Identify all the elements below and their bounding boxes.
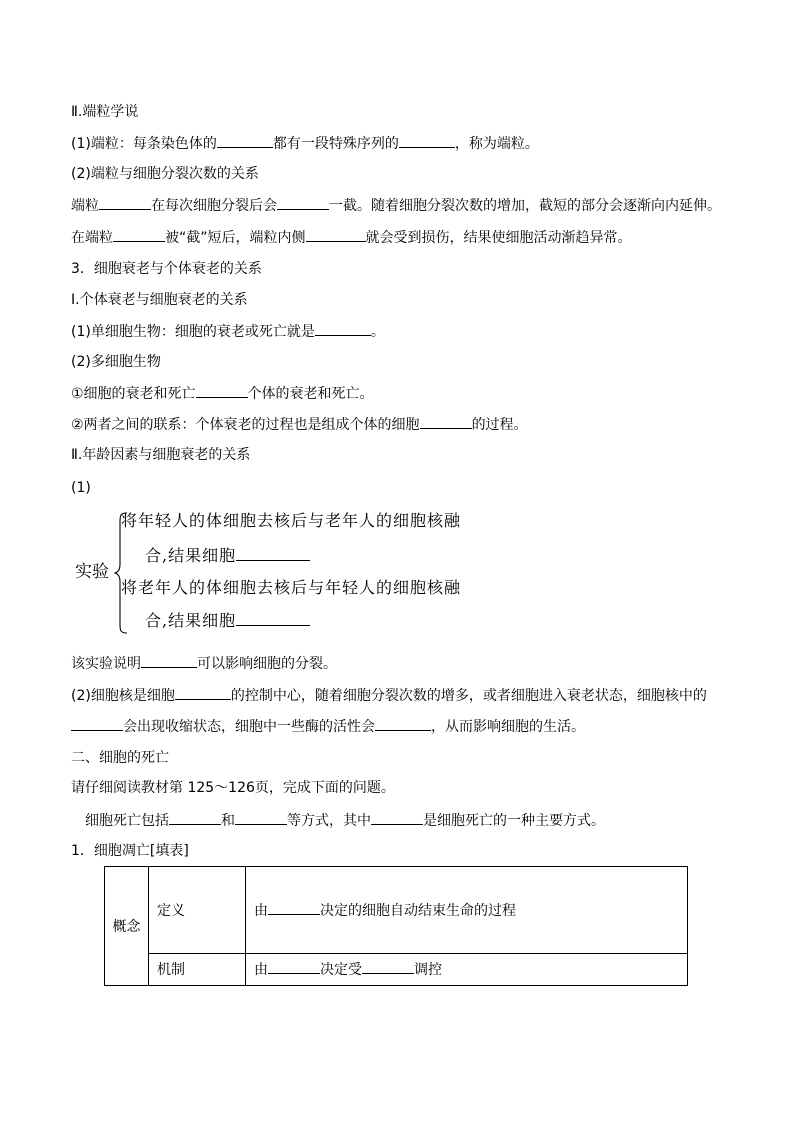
telomere-division-line2: 在端粒 被“截”短后，端粒内侧 就会受到损伤，结果使细胞活动渐趋异常。 xyxy=(71,227,632,248)
fill-blank[interactable] xyxy=(268,900,320,915)
fill-blank[interactable] xyxy=(236,609,310,626)
experiment-line1: 将年轻人的体细胞去核后与老年人的细胞核融 xyxy=(121,511,462,530)
row-label-definition: 定义 xyxy=(149,867,246,954)
multicellular-line2: ②两者之间的联系：个体衰老的过程也是组成个体的细胞 的过程。 xyxy=(71,414,528,435)
section3-sub2: Ⅱ.年龄因素与细胞衰老的关系 xyxy=(71,447,251,463)
experiment-block xyxy=(71,508,531,636)
experiment-line2: 合,结果细胞 xyxy=(145,544,310,567)
nucleus-line2: 会出现收缩状态，细胞中一些酶的活性会 ，从而影响细胞的生活。 xyxy=(71,716,585,737)
fill-blank[interactable] xyxy=(141,653,197,668)
conclusion-line: 该实验说明 可以影响细胞的分裂。 xyxy=(71,653,337,674)
multicellular-line1: ①细胞的衰老和死亡 个体的衰老和死亡。 xyxy=(71,383,374,404)
fill-blank[interactable] xyxy=(315,321,371,336)
fill-blank[interactable] xyxy=(99,195,151,210)
nucleus-line1: (2)细胞核是细胞 的控制中心，随着细胞分裂次数的增多，或者细胞进入衰老状态，细胞核中的 xyxy=(71,685,707,706)
experiment-line3: 将老年人的体细胞去核后与年轻人的细胞核融 xyxy=(121,578,462,597)
fill-blank[interactable] xyxy=(175,685,231,700)
fill-blank[interactable] xyxy=(196,383,248,398)
fill-blank[interactable] xyxy=(235,810,287,825)
death-ways-line: 细胞死亡包括 和 等方式，其中 是细胞死亡的一种主要方式。 xyxy=(85,810,605,831)
part1-label: (1) xyxy=(71,480,91,496)
telomere-heading: Ⅱ.端粒学说 xyxy=(71,104,139,120)
fill-blank[interactable] xyxy=(375,716,431,731)
experiment-line4: 合,结果细胞 xyxy=(145,609,310,632)
fill-blank[interactable] xyxy=(362,959,414,974)
fill-blank[interactable] xyxy=(169,810,221,825)
fill-blank[interactable] xyxy=(268,959,320,974)
telomere-definition: (1)端粒：每条染色体的 都有一段特殊序列的 ，称为端粒。 xyxy=(71,133,539,154)
mechanism-cell: 由 决定受 调控 xyxy=(246,953,688,985)
section3-heading: 3．细胞衰老与个体衰老的关系 xyxy=(71,261,262,277)
fill-blank[interactable] xyxy=(277,195,329,210)
table-row xyxy=(105,953,688,985)
fill-blank[interactable] xyxy=(113,227,165,242)
section3-sub1: Ⅰ.个体衰老与细胞衰老的关系 xyxy=(71,292,248,308)
fill-blank[interactable] xyxy=(371,810,423,825)
concept-cell: 概念 xyxy=(105,867,149,986)
multicellular-heading: (2)多细胞生物 xyxy=(71,354,161,370)
fill-blank[interactable] xyxy=(420,414,472,429)
fill-blank[interactable] xyxy=(217,133,273,148)
telomere-division-heading: (2)端粒与细胞分裂次数的关系 xyxy=(71,166,259,182)
apoptosis-table xyxy=(104,866,688,986)
row-label-mechanism: 机制 xyxy=(149,953,246,985)
fill-blank[interactable] xyxy=(399,133,455,148)
fill-blank[interactable] xyxy=(71,716,123,731)
telomere-division-line1: 端粒 在每次细胞分裂后会 一截。随着细胞分裂次数的增加，截短的部分会逐渐向内延伸。 xyxy=(71,195,721,216)
death-heading: 二、细胞的死亡 xyxy=(71,750,169,766)
fill-blank[interactable] xyxy=(306,227,366,242)
reading-instruction: 请仔细阅读教材第 125～126页，完成下面的问题。 xyxy=(71,780,395,796)
definition-cell: 由 决定的细胞自动结束生命的过程 xyxy=(246,867,688,954)
table-row xyxy=(105,867,688,954)
apoptosis-heading: 1．细胞凋亡[填表] xyxy=(71,843,189,859)
fill-blank[interactable] xyxy=(236,544,310,561)
unicellular-line: (1)单细胞生物：细胞的衰老或死亡就是 。 xyxy=(71,321,385,342)
experiment-label: 实验 xyxy=(75,562,109,582)
